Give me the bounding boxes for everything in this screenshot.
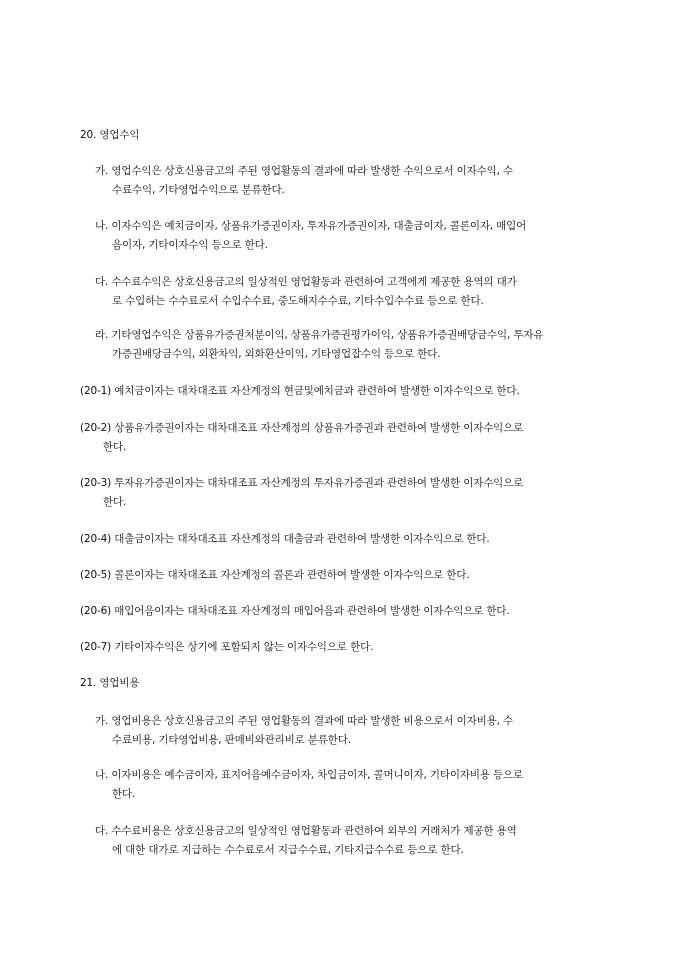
item-20-ga-line2: 수료수익, 기타영업수익으로 분류한다. bbox=[112, 184, 285, 196]
item-21-da-line2: 에 대한 대가로 지급하는 수수료로서 지급수수료, 기타지급수수료 등으로 한다. bbox=[112, 844, 464, 856]
sub-20-5: (20-5) 콜론이자는 대차대조표 자산계정의 콜론과 관련하여 발생한 이자수익으로 한다. bbox=[80, 569, 470, 581]
sub-20-1: (20-1) 예치금이자는 대차대조표 자산계정의 현금및예치금과 관련하여 발생한 이자수익으로 한다. bbox=[80, 385, 520, 397]
sub-20-3-line2: 한다. bbox=[103, 496, 127, 508]
item-21-ga-line1: 가. 영업비용은 상호신용금고의 주된 영업활동의 결과에 따라 발생한 비용으로서 이자비용, 수 bbox=[95, 715, 513, 727]
item-20-ra-line1: 라. 기타영업수익은 상품유가증권처분이익, 상품유가증권평가이익, 상품유가증권배당금수익, 투자유 bbox=[95, 329, 544, 341]
sub-20-3-line1: (20-3) 투자유가증권이자는 대차대조표 자산계정의 투자유가증권과 관련하여 발생한 이자수익으로 bbox=[80, 477, 524, 489]
sub-20-7: (20-7) 기타이자수익은 상기에 포함되지 않는 이자수익으로 한다. bbox=[80, 641, 374, 653]
item-20-ra-line2: 가증권배당금수익, 외환차익, 외화환산이익, 기타영업잡수익 등으로 한다. bbox=[112, 348, 441, 360]
item-21-ga-line2: 수료비용, 기타영업비용, 판매비와관리비로 분류한다. bbox=[112, 734, 351, 746]
item-20-na-line2: 음이자, 기타이자수익 등으로 한다. bbox=[112, 239, 268, 251]
section-20-heading: 20. 영업수익 bbox=[80, 129, 140, 141]
item-20-da-line1: 다. 수수료수익은 상호신용금고의 일상적인 영업활동과 관련하여 고객에게 제공한 용역의 대가 bbox=[95, 276, 517, 288]
sub-20-4: (20-4) 대출금이자는 대차대조표 자산계정의 대출금과 관련하여 발생한 이자수익으로 한다. bbox=[80, 533, 490, 545]
item-21-da-line1: 다. 수수료비용은 상호신용금고의 일상적인 영업활동과 관련하여 외부의 거래처가 제공한 용역 bbox=[95, 825, 517, 837]
item-21-na-line1: 나. 이자비용은 예수금이자, 표지어음예수금이자, 차입금이자, 콜머니이자, 기타이자비용 등으로 bbox=[95, 769, 523, 781]
item-20-na-line1: 나. 이자수익은 예치금이자, 상품유가증권이자, 투자유가증권이자, 대출금이자, 콜론이자, 매입어 bbox=[95, 220, 527, 232]
item-20-ga-line1: 가. 영업수익은 상호신용금고의 주된 영업활동의 결과에 따라 발생한 수익으로서 이자수익, 수 bbox=[95, 165, 513, 177]
item-20-da-line2: 로 수입하는 수수료로서 수입수수료, 중도해지수수료, 기타수입수수료 등으로 한다. bbox=[112, 295, 484, 307]
sub-20-2-line1: (20-2) 상품유가증권이자는 대차대조표 자산계정의 상품유가증권과 관련하여 발생한 이자수익으로 bbox=[80, 422, 524, 434]
section-21-heading: 21. 영업비용 bbox=[80, 677, 140, 689]
sub-20-2-line2: 한다. bbox=[103, 441, 127, 453]
item-21-na-line2: 한다. bbox=[112, 788, 136, 800]
sub-20-6: (20-6) 매입어음이자는 대차대조표 자산계정의 매입어음과 관련하여 발생한 이자수익으로 한다. bbox=[80, 605, 510, 617]
